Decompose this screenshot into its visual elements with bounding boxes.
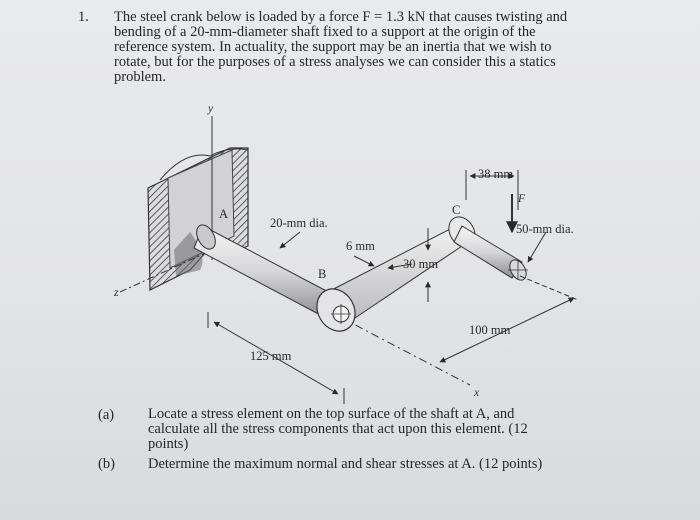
shaft-dia-label: 20-mm dia.: [270, 216, 328, 230]
x-axis-label: x: [474, 387, 480, 399]
offset-label: 38 mm: [478, 167, 514, 181]
part-a-line: calculate all the stress components that act upon this element. (12: [148, 421, 528, 437]
y-axis-label: y: [208, 103, 214, 115]
part-a-line: points): [148, 436, 189, 452]
shaft: [193, 222, 336, 318]
width-label: 30 mm: [403, 257, 439, 271]
thickness-label: 6 mm: [346, 239, 375, 253]
dim-20-leader: [280, 232, 300, 248]
crank-arm: [309, 212, 480, 338]
dim-100-ext: [520, 276, 578, 300]
problem-line: bending of a 20-mm-diameter shaft fixed to a support at the origin of the: [114, 24, 536, 40]
shaft-length-label: 125 mm: [250, 349, 292, 363]
problem-line: rotate, but for the purposes of a stress analyses we can consider this a statics: [114, 54, 556, 70]
part-b-label: (b): [98, 456, 115, 472]
problem-number: 1.: [78, 9, 89, 25]
point-a-label: A: [219, 207, 229, 221]
part-a-line: Locate a stress element on the top surface of the shaft at A, and: [148, 406, 515, 422]
force-label: F: [518, 193, 526, 205]
point-b-label: B: [318, 267, 327, 281]
part-a-text: [148, 407, 618, 452]
dim-6-leader: [354, 256, 374, 266]
point-c-label: C: [452, 203, 461, 217]
part-b-text: Determine the maximum normal and shear stresses at A. (12 points): [148, 456, 543, 472]
problem-line: reference system. In actuality, the support may be an inertia that we wish to: [114, 39, 552, 55]
problem-line: The steel crank below is loaded by a force F = 1.3 kN that causes twisting and: [114, 9, 568, 25]
part-a-label: (a): [98, 407, 115, 423]
dim-50-leader: [528, 232, 546, 262]
problem-line: problem.: [114, 69, 166, 85]
z-axis-label: z: [114, 287, 119, 299]
pin-dia-label: 50-mm dia.: [516, 222, 574, 236]
crank-length-label: 100 mm: [469, 323, 511, 337]
